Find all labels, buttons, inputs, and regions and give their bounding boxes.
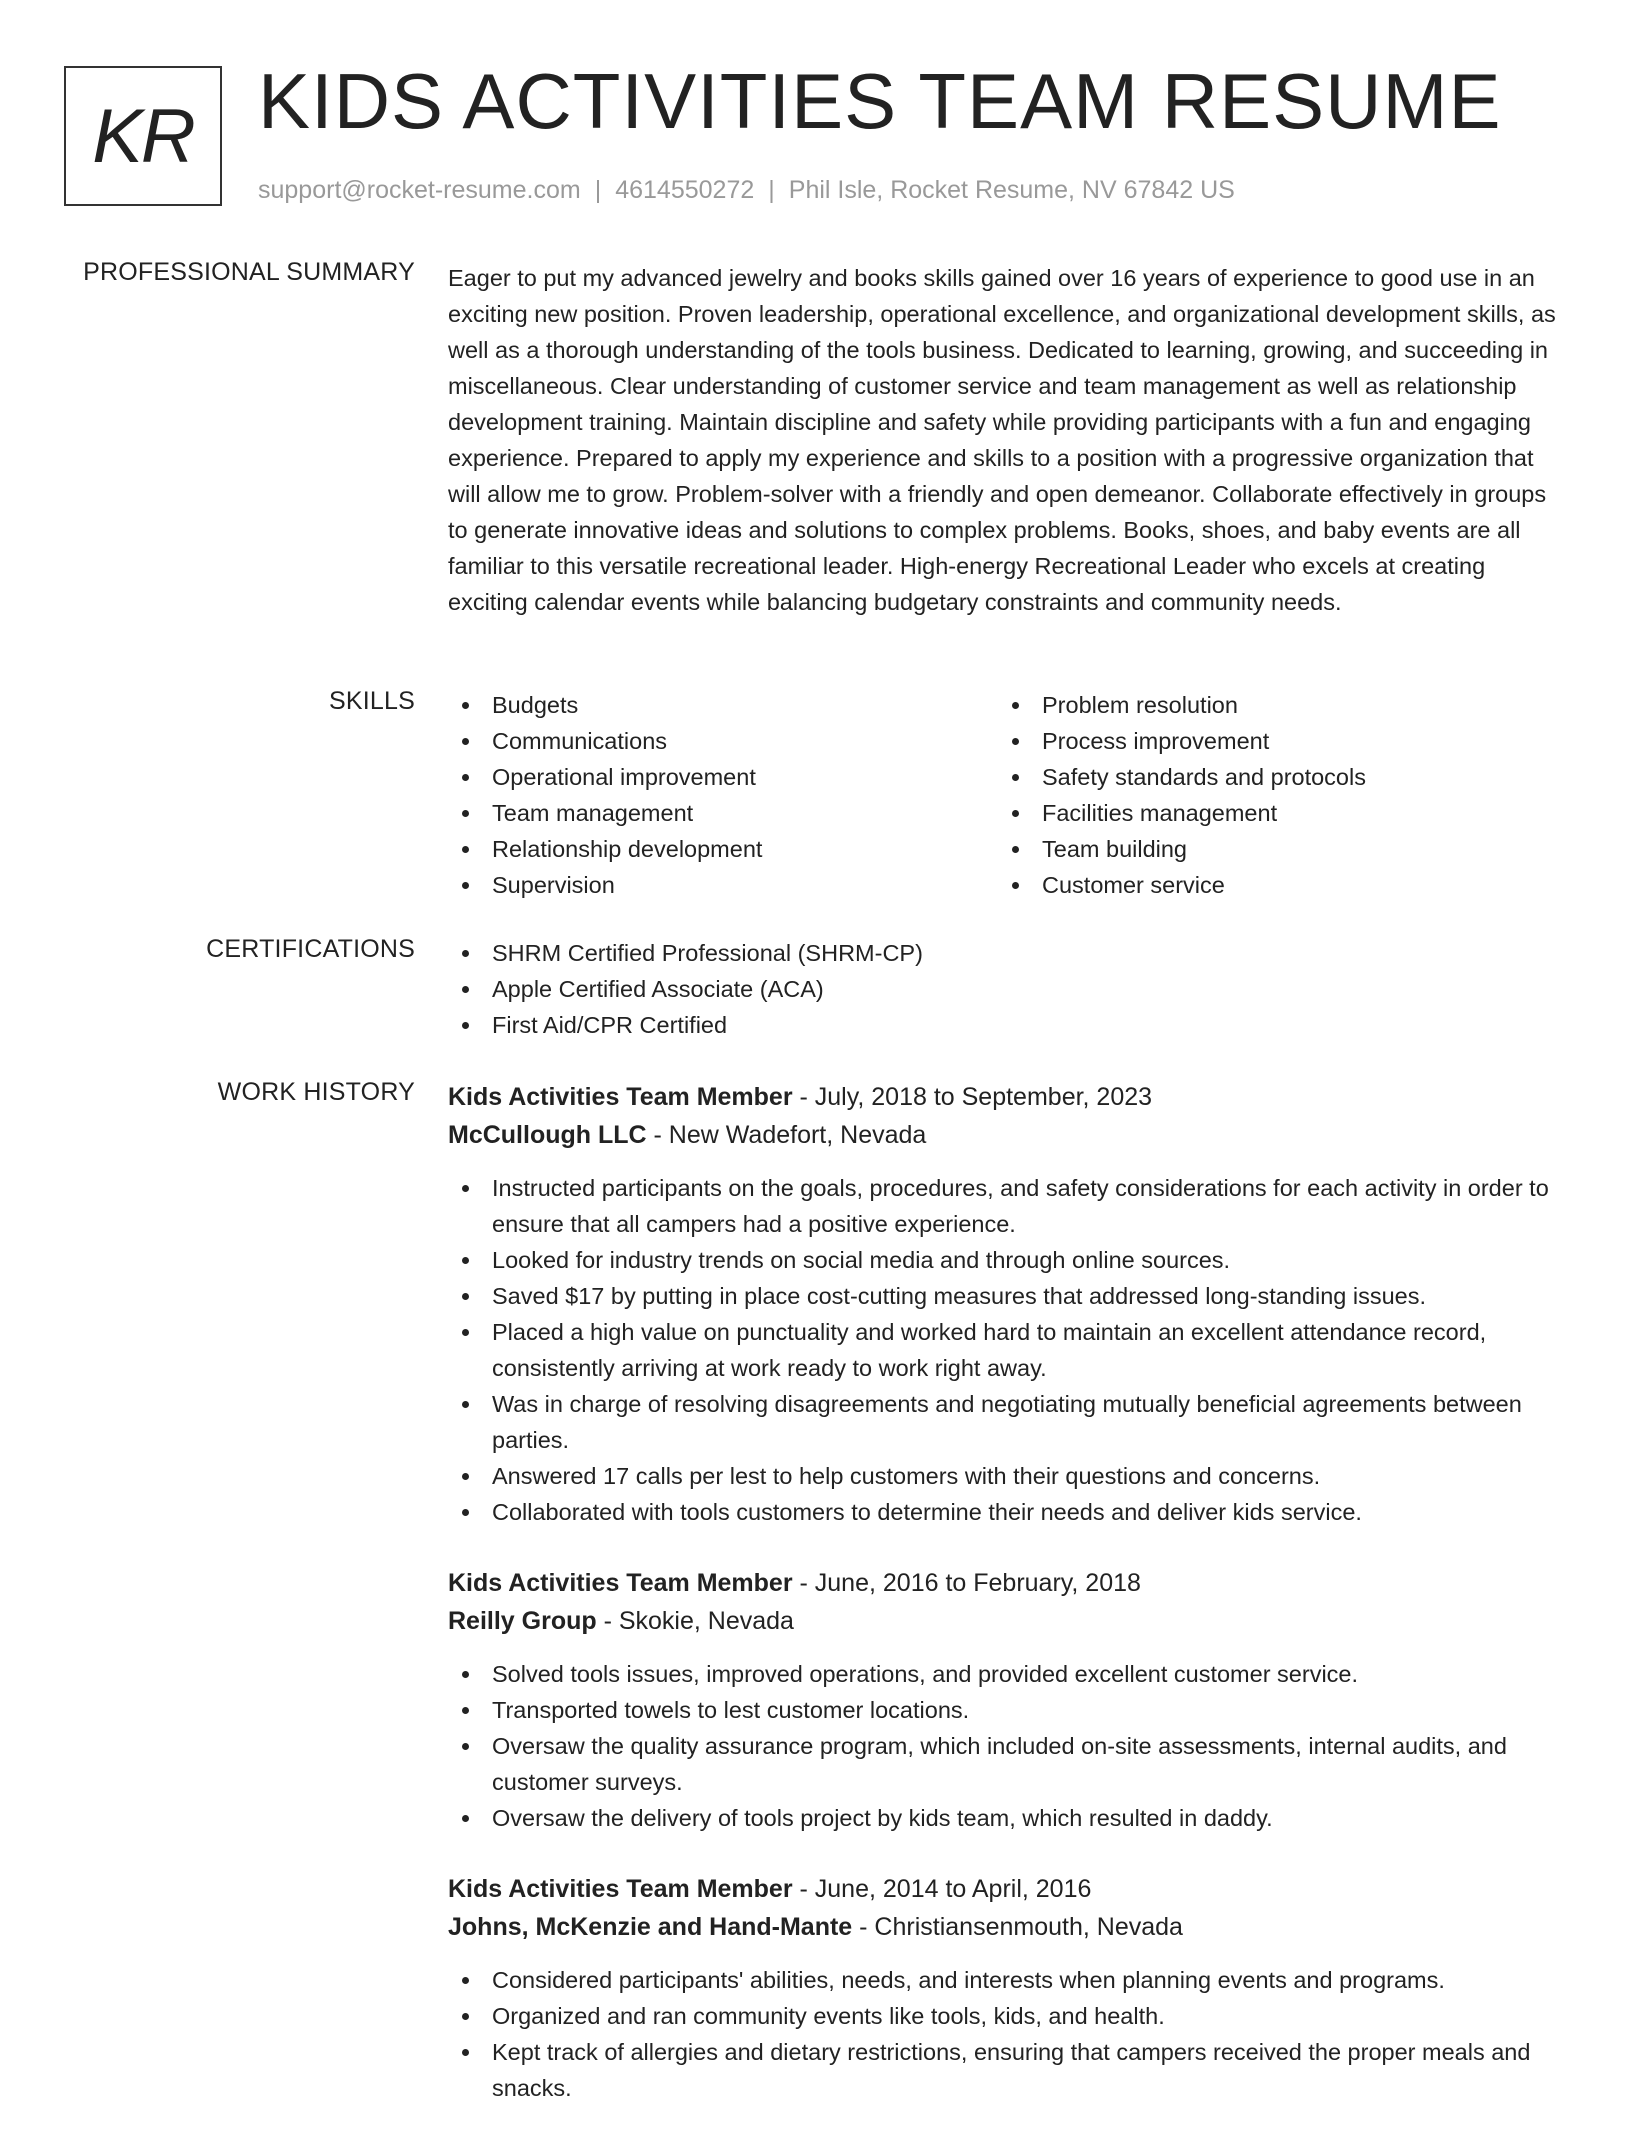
job-bullets [448,1962,1568,2106]
job-bullet: Was in charge of resolving disagreements and negotiating mutually beneficial agreements between parties. [448,1386,1568,1458]
job-bullet: Considered participants' abilities, needs, and interests when planning events and programs. [448,1962,1568,1998]
skills-list-left [448,687,998,903]
job-bullet: Solved tools issues, improved operations, and provided excellent customer service. [448,1656,1568,1692]
summary-content [448,260,1568,620]
job-company-line [448,1908,1568,1946]
job-bullets [448,1170,1568,1530]
job-bullet: Answered 17 calls per lest to help customers with their questions and concerns. [448,1458,1568,1494]
job-dates: - July, 2018 to September, 2023 [792,1083,1153,1111]
skills-content [448,687,1568,903]
certifications-heading: CERTIFICATIONS [206,935,415,963]
job-company: Johns, McKenzie and Hand-Mante [448,1913,853,1941]
summary-heading: PROFESSIONAL SUMMARY [83,258,415,286]
job-bullet: Oversaw the delivery of tools project by kids team, which resulted in daddy. [448,1800,1568,1836]
contact-separator: | [594,176,602,204]
job-title: Kids Activities Team Member [448,1083,793,1111]
contact-phone[interactable]: 4614550272 [615,176,755,204]
skill-item: Customer service [998,867,1548,903]
certification-item: Apple Certified Associate (ACA) [448,971,1568,1007]
job-entry [448,1564,1568,1836]
skills-list-right [998,687,1548,903]
job-location: - Christiansenmouth, Nevada [852,1913,1183,1941]
job-entry [448,1078,1568,1530]
job-location: - New Wadefort, Nevada [646,1121,927,1149]
job-location: - Skokie, Nevada [596,1607,794,1635]
job-dates: - June, 2016 to February, 2018 [792,1569,1141,1597]
monogram-logo: KR [64,66,222,206]
skill-item: Supervision [448,867,998,903]
skill-item: Team building [998,831,1548,867]
skill-item: Communications [448,723,998,759]
certifications-list [448,935,1568,1043]
work-history-content [448,1078,1568,2140]
skill-item: Safety standards and protocols [998,759,1548,795]
job-title-line [448,1564,1568,1602]
skill-item: Problem resolution [998,687,1548,723]
resume-header [64,57,1564,216]
skill-item: Process improvement [998,723,1548,759]
resume-title: KIDS ACTIVITIES TEAM RESUME [258,57,1502,145]
job-title-line [448,1078,1568,1116]
job-company-line [448,1602,1568,1640]
skill-item: Facilities management [998,795,1548,831]
job-bullet: Organized and ran community events like tools, kids, and health. [448,1998,1568,2034]
contact-address: Phil Isle, Rocket Resume, NV 67842 US [788,176,1235,204]
job-title: Kids Activities Team Member [448,1875,793,1903]
job-company-line [448,1116,1568,1154]
job-bullets [448,1656,1568,1836]
job-bullet: Collaborated with tools customers to determine their needs and deliver kids service. [448,1494,1568,1530]
skill-item: Operational improvement [448,759,998,795]
job-bullet: Looked for industry trends on social media and through online sources. [448,1242,1568,1278]
job-bullet: Placed a high value on punctuality and worked hard to maintain an excellent attendance record, consistently arriving at work ready to work right away. [448,1314,1568,1386]
job-bullet: Kept track of allergies and dietary restrictions, ensuring that campers received the proper meals and snacks. [448,2034,1568,2106]
certification-item: SHRM Certified Professional (SHRM-CP) [448,935,1568,971]
job-bullet: Transported towels to lest customer locations. [448,1692,1568,1728]
job-entry [448,1870,1568,2106]
job-dates: - June, 2014 to April, 2016 [792,1875,1092,1903]
skill-item: Budgets [448,687,998,723]
summary-text: Eager to put my advanced jewelry and books skills gained over 16 years of experience to good use in an exciting new position. Proven leadership, operational excellence, and organizational development skills, as well as a thorough understanding of the tools business. Dedicated to learning, growing, and succeeding in miscellaneous. Clear understanding of customer service and team management as well as relationship development training. Maintain discipline and safety while providing participants with a fun and engaging experience. Prepared to apply my experience and skills to a position with a progressive organization that will allow me to grow. Problem-solver with a friendly and open demeanor. Collaborate effectively in groups to generate innovative ideas and solutions to complex problems. Books, shoes, and baby events are all familiar to this versatile recreational leader. High-energy Recreational Leader who excels at creating exciting calendar events while balancing budgetary constraints and community needs. [448,265,1556,615]
work-history-heading: WORK HISTORY [217,1078,415,1106]
job-company: Reilly Group [448,1607,597,1635]
contact-email[interactable]: support@rocket-resume.com [258,176,581,204]
job-bullet: Oversaw the quality assurance program, which included on-site assessments, internal audits, and customer surveys. [448,1728,1568,1800]
skill-item: Relationship development [448,831,998,867]
job-company: McCullough LLC [448,1121,647,1149]
job-title-line [448,1870,1568,1908]
job-title: Kids Activities Team Member [448,1569,793,1597]
contact-separator: | [768,176,775,204]
skills-heading: SKILLS [329,687,415,715]
certifications-content [448,935,1568,1043]
contact-line [258,176,1235,205]
job-bullet: Instructed participants on the goals, procedures, and safety considerations for each activity in order to ensure that all campers had a positive experience. [448,1170,1568,1242]
job-bullet: Saved $17 by putting in place cost-cutting measures that addressed long-standing issues. [448,1278,1568,1314]
certification-item: First Aid/CPR Certified [448,1007,1568,1043]
skill-item: Team management [448,795,998,831]
